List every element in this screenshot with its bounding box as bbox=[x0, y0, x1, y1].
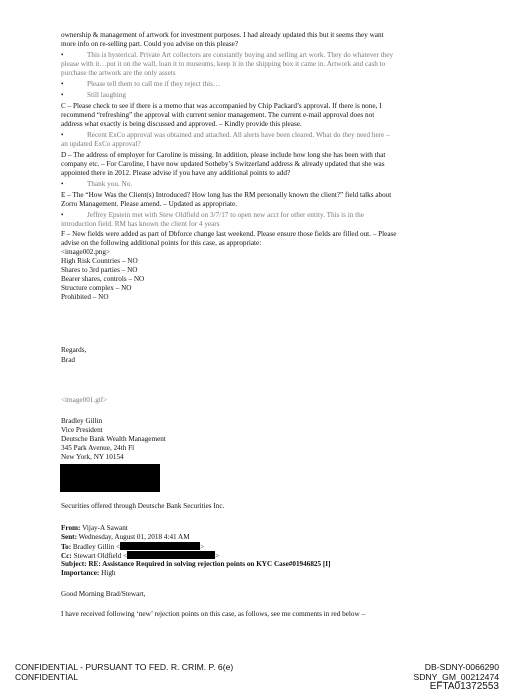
comment-line: please with it…put it on the wall, loan it to museums, keep it in the shipping box it came in. Artwork and cash to bbox=[61, 60, 386, 68]
subject-label: Subject: bbox=[61, 560, 87, 568]
email-subject bbox=[61, 560, 330, 568]
bullet-marker: • bbox=[61, 180, 64, 188]
email-from bbox=[61, 524, 128, 532]
email-importance bbox=[61, 569, 116, 577]
bullet-marker: • bbox=[61, 80, 64, 88]
importance-value: High bbox=[101, 569, 116, 577]
comment-line: Jeffrey Epstein met with Stew Oldfield on 3/7/17 to open new acct for other entity. This is in the bbox=[87, 211, 364, 219]
body-line: Zorro Management. Please amend. – Updated as appropriate. bbox=[61, 200, 238, 208]
signature-line: Deutsche Bank Wealth Management bbox=[61, 435, 166, 443]
body-line: recommend “refreshing” the approval with current senior management. The current e-mail approval does not bbox=[61, 111, 375, 119]
subject-value: RE: Assistance Required in solving rejection points on KYC Case#01946825 [I] bbox=[88, 560, 331, 568]
signature-line: New York, NY 10154 bbox=[61, 453, 124, 461]
risk-item: Shares to 3rd parties – NO bbox=[61, 266, 138, 274]
body-line: E – The “How Was the Client(s) Introduced? How long has the RM personally known the client?” field talks about bbox=[61, 191, 392, 199]
body-line: F – New fields were added as part of Dbforce change last weekend. Please ensure those fields are filled out. – Please bbox=[61, 230, 397, 238]
image-reference: <image002.png> bbox=[61, 248, 111, 256]
comment-line: introduction field. RM has known the client for 4 years bbox=[61, 220, 220, 228]
signature-line: Vice President bbox=[61, 426, 103, 434]
to-close: > bbox=[200, 543, 205, 551]
redaction-box bbox=[60, 464, 160, 492]
risk-item: Structure complex – NO bbox=[61, 284, 132, 292]
comment-line: Thank you. No. bbox=[87, 180, 133, 188]
body-line: appointed there in 2012. Please advise if you have any additional points to add? bbox=[61, 169, 291, 177]
importance-label: Importance: bbox=[61, 569, 100, 577]
body-line: company etc. – For Caroline, I have now updated Sotheby’s Switzerland address & already updated that she was bbox=[61, 160, 385, 168]
image-reference: <image001.gif> bbox=[61, 396, 108, 404]
bullet-marker: • bbox=[61, 131, 64, 139]
sign-off: Regards, bbox=[61, 346, 87, 354]
body-line: more info on re-selling part. Could you advise on this please? bbox=[61, 40, 239, 48]
bullet-marker: • bbox=[61, 51, 64, 59]
signature-line: Bradley Gillin bbox=[61, 417, 103, 425]
body-line: advise on the following additional points for this case, as appropriate: bbox=[61, 239, 262, 247]
email-to bbox=[61, 542, 204, 551]
footer-bates-1: DB-SDNY-0066290 bbox=[424, 662, 499, 672]
cc-label: Cc: bbox=[61, 552, 72, 560]
comment-line: Still laughing bbox=[87, 91, 126, 99]
from-value: Vijay-A Sawant bbox=[82, 524, 128, 532]
comment-line: Recent ExCo approval was obtained and attached. All alerts have been cleared. What do they need here – bbox=[87, 131, 390, 139]
risk-item: High Risk Countries – NO bbox=[61, 257, 138, 265]
to-value: Bradley Gillin < bbox=[72, 543, 121, 551]
footer-confidential-notice: CONFIDENTIAL - PURSUANT TO FED. R. CRIM. P. 6(e) bbox=[15, 662, 234, 672]
redaction-box bbox=[127, 551, 215, 559]
body-line: D – The address of employer for Caroline is missing. In addition, please include how long she has been with that bbox=[61, 151, 386, 159]
securities-note: Securities offered through Deutsche Bank Securities Inc. bbox=[61, 502, 225, 510]
risk-item: Bearer shares, controls – NO bbox=[61, 275, 145, 283]
cc-value: Stewart Oldfield < bbox=[73, 552, 128, 560]
sent-value: Wednesday, August 01, 2018 4:41 AM bbox=[78, 533, 190, 541]
to-label: To: bbox=[61, 543, 72, 551]
body-line: address what exactly is being discussed and approved. – Kindly provide this please. bbox=[61, 120, 302, 128]
footer-confidential: CONFIDENTIAL bbox=[15, 672, 79, 682]
comment-line: purchase the artwork are the only assets bbox=[61, 69, 176, 77]
closing-line: I have received following ‘new’ rejection points on this case, as follows, see me comments in red below – bbox=[61, 610, 366, 618]
greeting: Good Morning Brad/Stewart, bbox=[61, 590, 146, 598]
sign-off-name: Brad bbox=[61, 356, 75, 364]
cc-close: > bbox=[215, 552, 220, 560]
email-cc bbox=[61, 551, 219, 560]
bullet-marker: • bbox=[61, 91, 64, 99]
body-line: C – Please check to see if there is a memo that was accompanied by Chip Packard’s approval. If there is none, I bbox=[61, 102, 382, 110]
bullet-marker: • bbox=[61, 211, 64, 219]
comment-line: Please tell them to call me if they reject this… bbox=[87, 80, 221, 88]
email-sent bbox=[61, 533, 190, 541]
risk-item: Prohibited – NO bbox=[61, 293, 109, 301]
body-line: ownership & management of artwork for investment purposes. I had already updated this but it seems they want bbox=[61, 31, 384, 39]
footer-bates-2: SDNY_GM_00212474 bbox=[413, 672, 499, 682]
from-label: From: bbox=[61, 524, 81, 532]
sent-label: Sent: bbox=[61, 533, 77, 541]
redaction-box bbox=[120, 542, 200, 550]
comment-line: an updated ExCo approval? bbox=[61, 140, 141, 148]
footer-bates-3: EFTA01372553 bbox=[429, 681, 499, 692]
signature-line: 345 Park Avenue, 24th Fl bbox=[61, 444, 135, 452]
comment-line: This is hysterical. Private Art collectors are constantly buying and selling art work. They do whatever they bbox=[87, 51, 394, 59]
